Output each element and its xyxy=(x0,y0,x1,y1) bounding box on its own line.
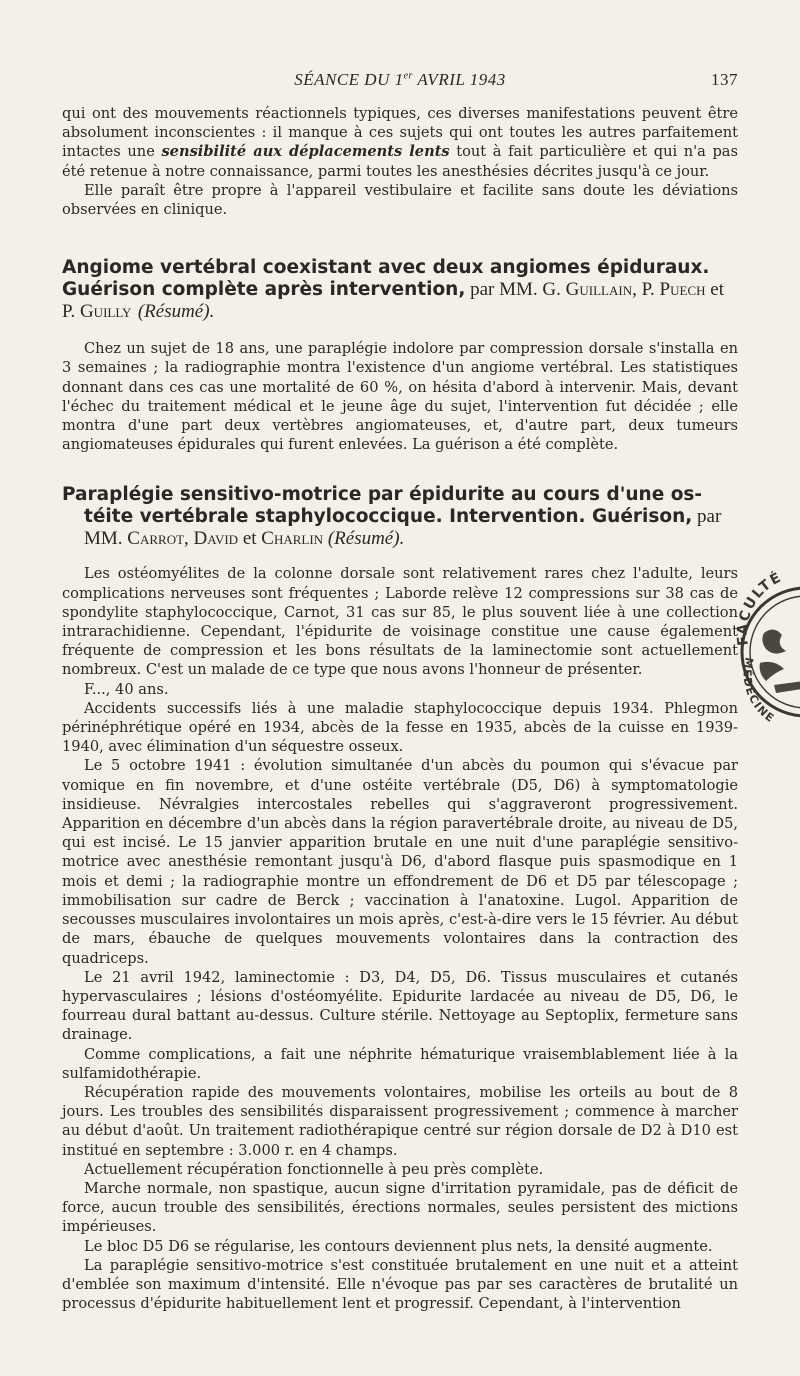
body-paragraph: Marche normale, non spastique, aucun signe d'irritation pyramidale, pas de déficit de force, aucun trouble des sensibilités, érections normales, seules persistent des mictions impérieuses. xyxy=(62,1179,738,1236)
body-paragraph: Comme complications, a fait une néphrite hématurique vraisemblablement liée à la sulfamidothérapie. xyxy=(62,1045,738,1082)
article-title: Angiome vertébral coexistant avec deux angiomes épiduraux. Guérison complète après intervention, par MM. G. Guillain, P. Puech et P. Guilly (Résumé). xyxy=(62,257,724,323)
running-header xyxy=(62,70,738,96)
library-stamp xyxy=(734,545,800,730)
body-paragraph: La paraplégie sensitivo-motrice s'est constituée brutalement en une nuit et a atteint d'emblée son maximum d'intensité. Elle n'évoque pas par ses caractères de brutalité un processus d'épidurite habituellement lent et progressif. Cependant, à l'intervention xyxy=(62,1256,738,1313)
article-paraplegie xyxy=(62,484,738,1313)
body-paragraph: Actuellement récupération fonctionnelle à peu près complète. xyxy=(84,1160,544,1178)
intro-section xyxy=(62,104,738,219)
body-paragraph: Le 21 avril 1942, laminectomie : D3, D4, D5, D6. Tissus musculaires et cutanés hypervasculaires ; lésions d'ostéomyélite. Epidurite lardacée au niveau de D5, D6, le fourreau dural battant au-dessus. Culture stérile. Nettoyage au Septoplix, fermeture sans drainage. xyxy=(62,968,738,1044)
journal-page xyxy=(62,70,738,1313)
body-paragraph: Le 5 octobre 1941 : évolution simultanée d'un abcès du poumon qui s'évacue par vomique en fin novembre, et d'une ostéite vertébrale (D5, D6) à symptomatologie insidieuse. Névralgies intercostales rebelles qui s'aggraveront progressivement. Apparition en décembre d'un abcès dans la région paravertébrale droite, au niveau de D5, qui est incisé. Le 15 janvier apparition brutale en une nuit d'une paraplégie sensitivo-motrice avec anesthésie remontant jusqu'à D6, d'abord flasque puis spasmodique en 1 mois et demi ; la radiographie montre un effondrement de D6 et D5 par télescopage ; immobilisation sur cadre de Berck ; vaccination à l'anatoxine. Lugol. Apparition de secousses musculaires involontaires un mois après, c'est-à-dire vers le 15 février. Au début de mars, ébauche de quelques mouvements volontaires dans la contraction des quadriceps. xyxy=(62,757,738,967)
body-paragraph: Accidents successifs liés à une maladie staphylococcique depuis 1934. Phlegmon périnéphrétique opéré en 1934, abcès de la fesse en 1935, abcès de la cuisse en 1939-1940, avec élimination d'un séquestre osseux. xyxy=(62,699,738,756)
article-angiome xyxy=(62,257,738,454)
article-body xyxy=(62,564,738,1313)
intro-paragraph-1: qui ont des mouvements réactionnels typiques, ces diverses manifestations peuvent être absolument inconscientes : il manque à ces sujets qui ont toutes les autres parfaitement intactes une sensibilité aux déplacements lents tout à fait particulière et qui n'a pas été retenue à notre connaissance, parmi toutes les anesthésies décrites jusqu'à ce jour. xyxy=(62,105,738,180)
svg-text:MÉDECINE: MÉDECINE xyxy=(740,656,778,726)
svg-text:FACULTÉ: FACULTÉ xyxy=(734,569,786,647)
body-paragraph: Les ostéomyélites de la colonne dorsale sont relativement rares chez l'adulte, leurs complications nerveuses sont fréquentes ; Laborde relève 12 compressions sur 38 cas de spondylite staphylococcique, Carnot, 31 cas sur 85, le plus souvent liée à une collection intrarachidienne. Cependant, l'épidurite de voisinage constitue une cause également fréquente de compression et les bons résultats de la laminectomie sont actuellement nombreux. C'est un malade de ce type que nous avons l'honneur de présenter. xyxy=(62,565,738,679)
stamp-seal-icon xyxy=(734,545,800,730)
intro-paragraph-2: Elle paraît être propre à l'appareil vestibulaire et facilite sans doute les déviations observées en clinique. xyxy=(62,181,738,219)
running-title: SÉANCE DU 1er AVRIL 1943 xyxy=(294,70,506,89)
article-title: Paraplégie sensitivo-motrice par épidurite au cours d'une os- téite vertébrale staphylococcique. Intervention. Guérison, par MM. Carrot, David et Charlin (Résumé). xyxy=(62,484,722,550)
article-body: Chez un sujet de 18 ans, une paraplégie indolore par compression dorsale s'installa en 3 semaines ; la radiographie montra l'existence d'un angiome vertébral. Les statistiques donnant dans ces cas une mortalité de 60 %, on hésita d'abord à intervenir. Mais, devant l'échec du traitement médical et le jeune âge du sujet, l'intervention fut décidée ; elle montra d'une part deux vertèbres angiomateuses, et, d'autre part, deux tumeurs angiomateuses épidurales qui furent enlevées. La guérison a été complète. xyxy=(62,340,738,454)
body-paragraph: F..., 40 ans. xyxy=(84,680,169,698)
page-number: 137 xyxy=(711,70,738,89)
emphasis-text: sensibilité aux déplacements lents xyxy=(161,143,450,161)
body-paragraph: Récupération rapide des mouvements volontaires, mobilise les orteils au bout de 8 jours. Les troubles des sensibilités disparaissent progressivement ; commence à marcher au début d'août. Un traitement radiothérapique centré sur région dorsale de D2 à D10 est institué en septembre : 3.000 r. en 4 champs. xyxy=(62,1083,738,1159)
body-paragraph: Le bloc D5 D6 se régularise, les contours deviennent plus nets, la densité augmente. xyxy=(84,1237,713,1255)
